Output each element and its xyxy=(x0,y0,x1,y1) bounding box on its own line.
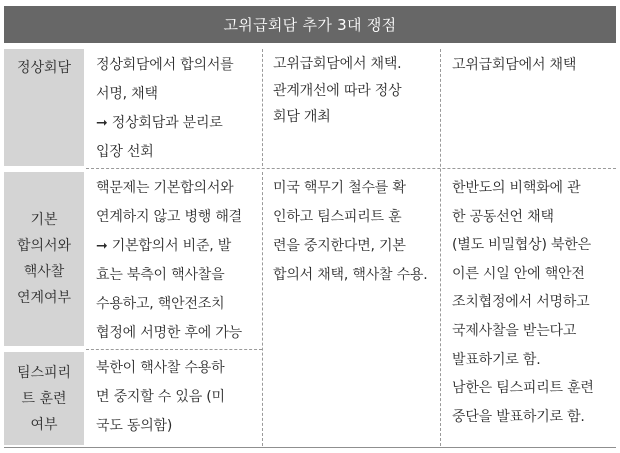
row-header-team-spirit: 팀스피리 트 훈련 여부 xyxy=(4,352,84,445)
row-header-summit: 정상회담 xyxy=(4,49,84,166)
cell-basic-agreement-col1: 핵문제는 기본합의서와 연계하지 않고 병행 해결 ➞ 기본합의서 비준, 발 효는 북측이 핵사찰을 수용하고, 핵안전조치 협정에 서명한 후에 가능 xyxy=(96,180,242,341)
cell-summit-col3: 고위급회담에서 채택 xyxy=(452,57,577,73)
row-divider xyxy=(86,168,616,169)
column-divider xyxy=(440,49,441,446)
cell-summit-col1: 정상회담에서 합의서를 서명, 채택 ➞ 정상회담과 분리로 입장 선회 xyxy=(96,57,234,160)
cell-basic-agreement-col2: 미국 핵무기 철수를 확 인하고 팀스피리트 훈 련을 중지한다면, 기본 합의서 채택, 핵사찰 수용. xyxy=(273,180,428,283)
table-bottom-border xyxy=(4,447,616,448)
row-divider xyxy=(86,349,262,350)
table-title: 고위급회담 추가 3대 쟁점 xyxy=(4,6,616,43)
column-divider xyxy=(262,49,263,166)
cell-summit-col2: 고위급회담에서 채택. 관계개선에 따라 정상 회담 개최 xyxy=(273,56,402,125)
cell-basic-agreement-col3: 한반도의 비핵화에 관 한 공동선언 채택 (별도 비밀협상) 북한은 이른 시일 안에 핵안전 조치협정에서 서명하고 국제사찰을 받는다고 발표하기로 함. 남한은 팀스피리트 훈련 중단을 발표하기로 함. xyxy=(452,180,594,425)
cell-team-spirit-col1: 북한이 핵사찰 수용하 면 중지할 수 있음 (미 국도 동의함) xyxy=(96,360,225,434)
column-divider xyxy=(262,172,263,446)
row-header-basic-agreement: 기본 합의서와 핵사찰 연계여부 xyxy=(4,172,84,346)
